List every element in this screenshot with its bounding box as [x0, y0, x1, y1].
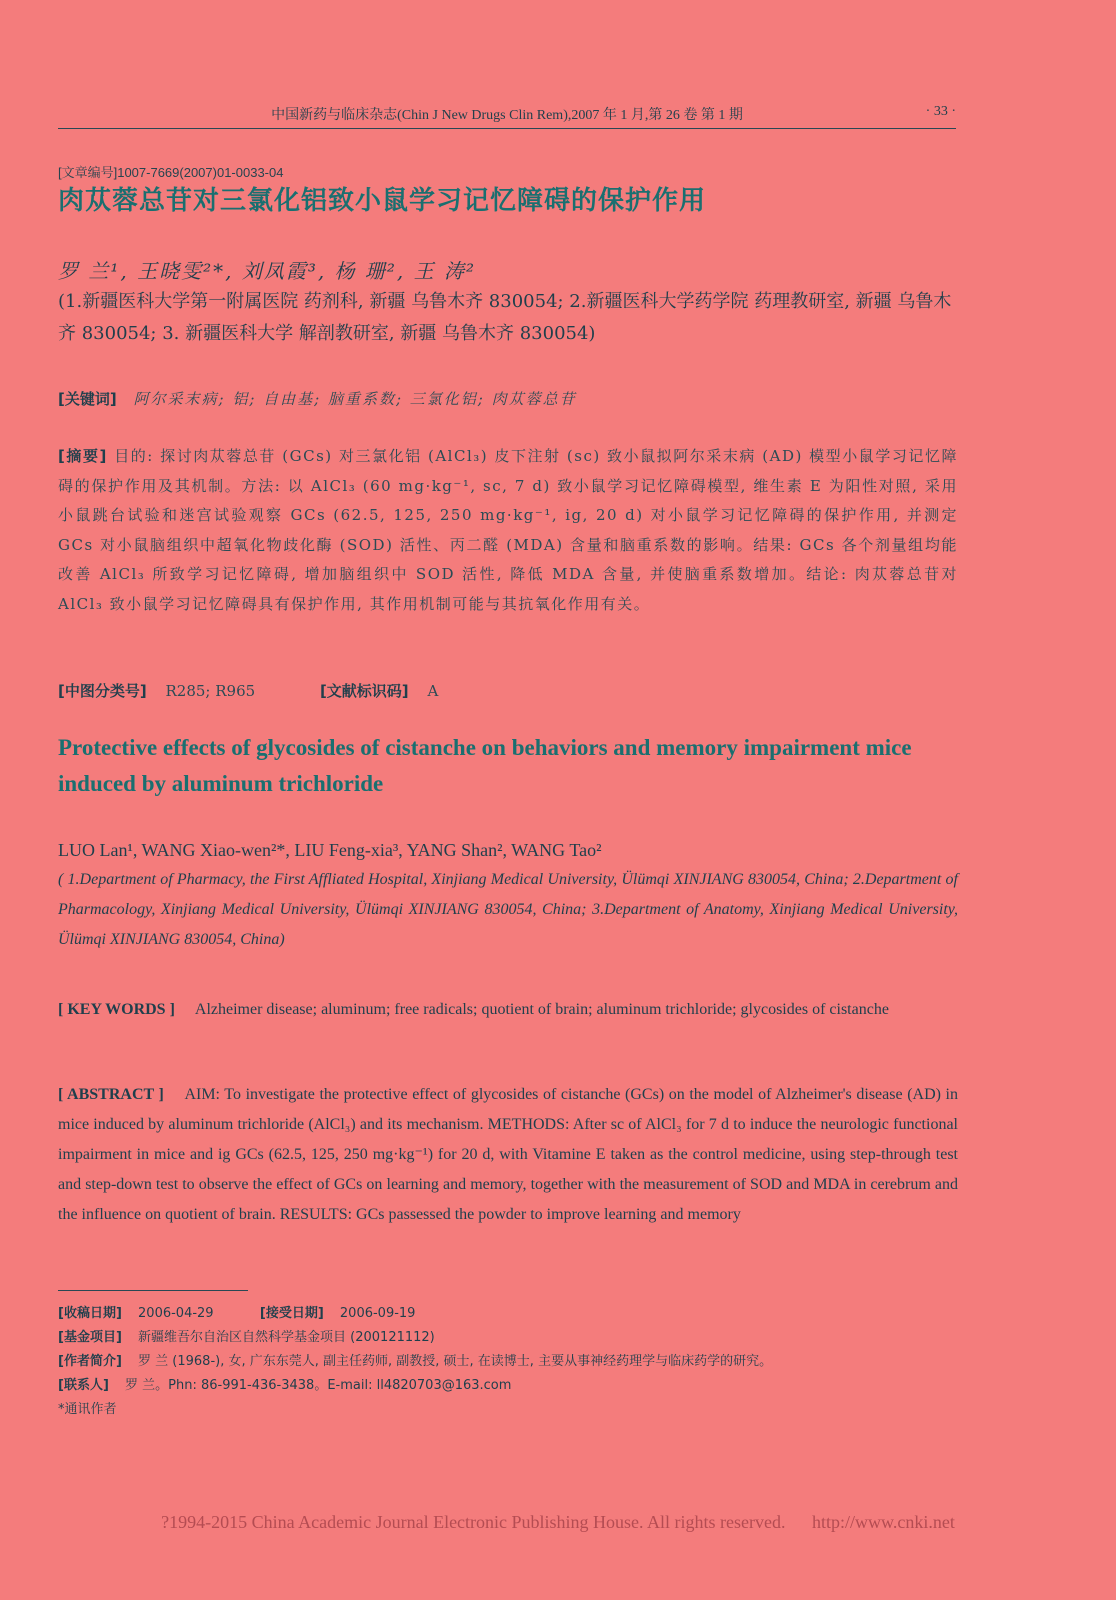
- chinese-abstract: [58, 442, 958, 619]
- header-rule: [58, 128, 956, 129]
- contact-text: 罗 兰。Phn: 86-991-436-3438。E-mail: ll4820703@163.com: [125, 1378, 512, 1393]
- contact-row: [58, 1375, 958, 1397]
- copyright-line: [0, 1512, 1116, 1533]
- received-date: 2006-04-29: [138, 1306, 214, 1321]
- footnote-rule: [58, 1290, 248, 1291]
- chinese-title: 肉苁蓉总苷对三氯化铝致小鼠学习记忆障碍的保护作用: [58, 186, 707, 216]
- english-title: Protective effects of glycosides of cistanche on behaviors and memory impairment mice induced by aluminum trichloride: [58, 735, 912, 796]
- en-keywords-label: [ KEY WORDS ]: [58, 1001, 175, 1018]
- class-label: [中图分类号]: [58, 682, 147, 700]
- footnotes: [58, 1303, 958, 1423]
- fund-text: 新疆维吾尔自治区自然科学基金项目 (200121112): [138, 1330, 435, 1345]
- english-authors: LUO Lan¹, WANG Xiao-wen²*, LIU Feng-xia³, YANG Shan², WANG Tao²: [58, 840, 602, 860]
- en-abstract-label: [ ABSTRACT ]: [58, 1086, 164, 1103]
- class-value: R285; R965: [165, 682, 256, 700]
- article-number: [文章编号]1007-7669(2007)01-0033-04: [58, 165, 284, 180]
- english-affiliation: ( 1.Department of Pharmacy, the First Affliated Hospital, Xinjiang Medical University, Ülümqi XINJIANG 830054, China; 2.Department of Pharmacology, Xinjiang Medical University, Ülümqi XINJIANG 830054, China; 3.Department of Anatomy, Xinjiang Medical University, Ülümqi XINJIANG 830054, China): [58, 871, 958, 948]
- bio-label: [作者简介]: [58, 1354, 122, 1369]
- doc-code-value: A: [427, 682, 439, 700]
- accepted-date: 2006-09-19: [339, 1306, 416, 1321]
- bio-row: [58, 1351, 958, 1373]
- bio-text: 罗 兰 (1968-), 女, 广东东莞人, 副主任药师, 副教授, 硕士, 在读博士, 主要从事神经药理学与临床药学的研究。: [138, 1354, 773, 1369]
- keywords-value: 阿尔采末病; 铝; 自由基; 脑重系数; 三氯化铝; 肉苁蓉总苷: [133, 390, 577, 408]
- en-abstract-text: AIM: To investigate the protective effect of glycosides of cistanche (GCs) on the model of Alzheimer's disease (AD) in mice induced by aluminum trichloride (AlCl₃) and its mechanism. METHODS: After sc of AlCl₃ for 7 d to induce the neurologic functional impairment in mice and ig GCs (62.5, 125, 250 mg·kg⁻¹) for 20 d, with Vitamine E taken as the control medicine, using step-through test and step-down test to observe the effect of GCs on learning and memory, together with the measurement of SOD and MDA in cerebrum and the influence on quotient of brain. RESULTS: GCs passessed the powder to improve learning and memory: [58, 1086, 959, 1223]
- chinese-affiliation: (1.新疆医科大学第一附属医院 药剂科, 新疆 乌鲁木齐 830054; 2.新疆医科大学药学院 药理教研室, 新疆 乌鲁木齐 830054; 3. 新疆医科大学 解剖教研室, 新疆 乌鲁木齐 830054): [58, 291, 952, 344]
- doc-code-label: [文献标识码]: [319, 682, 409, 700]
- chinese-keywords: [58, 388, 958, 409]
- page-number: · 33 ·: [925, 104, 956, 119]
- fund-row: [58, 1327, 958, 1349]
- keywords-label: [关键词]: [58, 390, 117, 408]
- accepted-label: [接受日期]: [259, 1306, 324, 1321]
- cnki-link[interactable]: http://www.cnki.net: [812, 1512, 955, 1532]
- dates-row: [58, 1303, 958, 1325]
- running-header: 中国新药与临床杂志(Chin J New Drugs Clin Rem),2007 年 1 月,第 26 卷 第 1 期: [271, 108, 743, 123]
- corresponding-note: *通讯作者: [58, 1402, 117, 1417]
- fund-label: [基金项目]: [58, 1330, 122, 1345]
- contact-label: [联系人]: [58, 1378, 109, 1393]
- english-keywords: [58, 995, 958, 1025]
- english-abstract: [58, 1080, 958, 1230]
- abstract-text: 目的: 探讨肉苁蓉总苷 (GCs) 对三氯化铝 (AlCl₃) 皮下注射 (sc) 致小鼠拟阿尔采末病 (AD) 模型小鼠学习记忆障碍的保护作用及其机制。方法: 以 AlCl₃ (60 mg·kg⁻¹, sc, 7 d) 致小鼠学习记忆障碍模型, 维生素 E 为阳性对照, 采用小鼠跳台试验和迷宫试验观察 GCs (62.5, 125, 250 mg·kg⁻¹, ig, 20 d) 对小鼠学习记忆障碍的保护作用, 并测定 GCs 对小鼠脑组织中超氧化物歧化酶 (SOD) 活性、丙二醛 (MDA) 含量和脑重系数的影响。结果: GCs 各个剂量组均能改善 AlCl₃ 所致学习记忆障碍, 增加脑组织中 SOD 活性, 降低 MDA 含量, 并使脑重系数增加。结论: 肉苁蓉总苷对 AlCl₃ 致小鼠学习记忆障碍具有保护作用, 其作用机制可能与其抗氧化作用有关。: [58, 447, 958, 613]
- abstract-label: [摘要]: [58, 447, 108, 465]
- received-label: [收稿日期]: [58, 1306, 122, 1321]
- chinese-authors: 罗 兰¹, 王晓雯²*, 刘凤霞³, 杨 珊², 王 涛²: [58, 259, 477, 283]
- copyright-text: ?1994-2015 China Academic Journal Electronic Publishing House. All rights reserved.: [161, 1512, 786, 1532]
- en-keywords-value: Alzheimer disease; aluminum; free radicals; quotient of brain; aluminum trichloride; glycosides of cistanche: [194, 1001, 889, 1018]
- classification-line: [58, 680, 438, 701]
